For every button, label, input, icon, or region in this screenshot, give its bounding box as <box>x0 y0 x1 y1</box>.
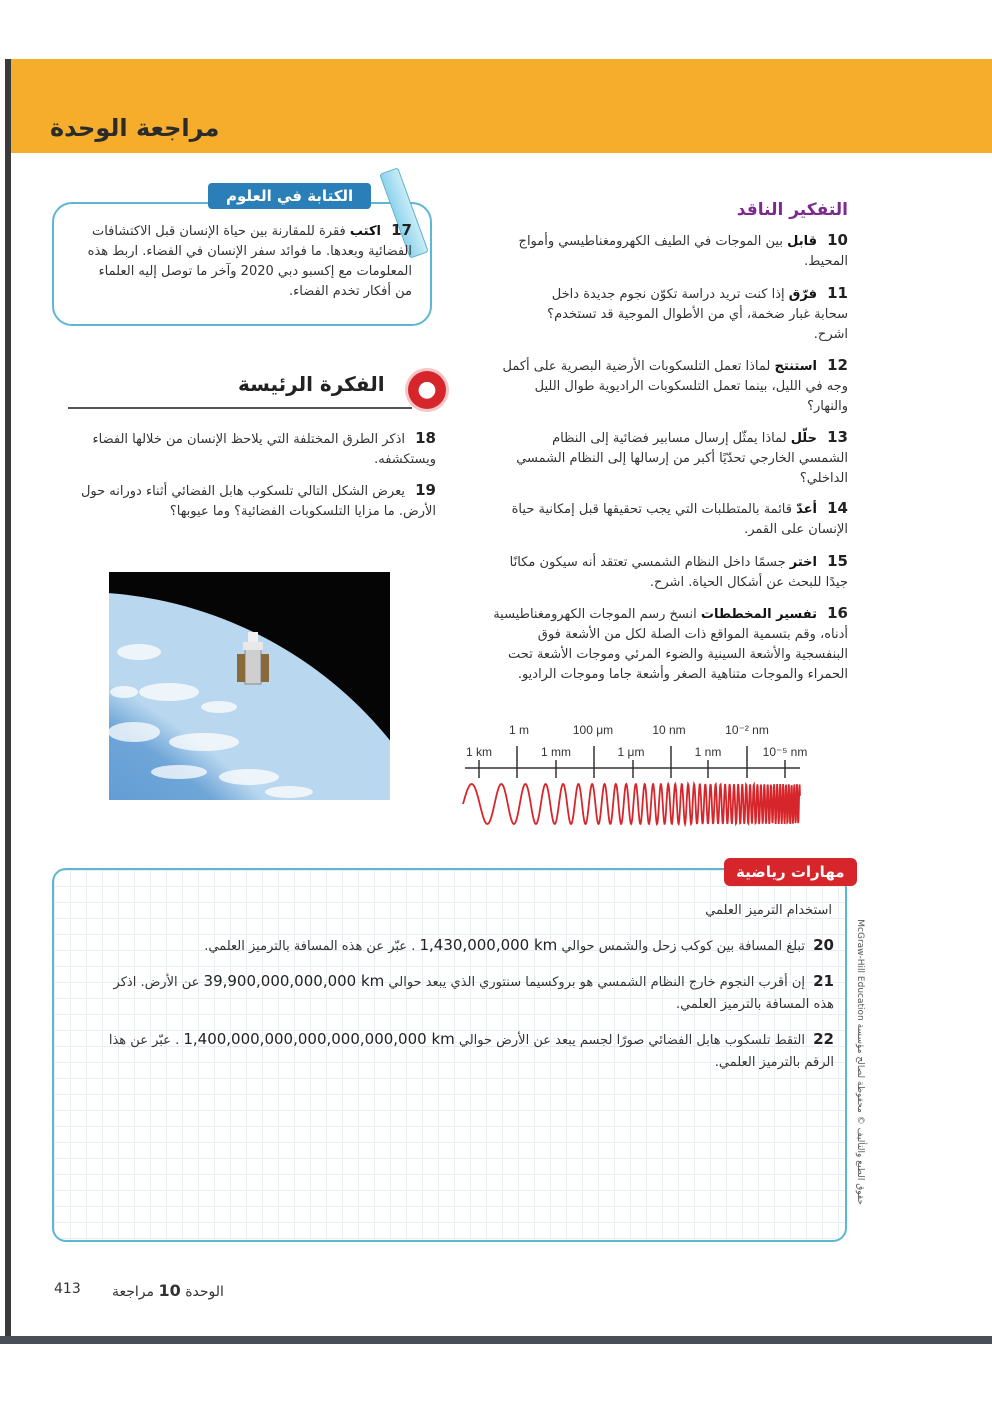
spectrum-top-label: 10⁻² nm <box>725 723 769 737</box>
question-10: 10 قابل بين الموجات في الطيف الكهرومغناطيسي وأمواج المحيط. <box>518 231 848 269</box>
big-idea-heading: الفكرة الرئيسة <box>238 372 385 396</box>
copyright-side-text: حقوق الطبع والتأليف © محفوظة لصالح مؤسسة McGraw-Hill Education <box>855 919 865 1205</box>
spectrum-bottom-label: 10⁻⁵ nm <box>762 745 808 759</box>
spectrum-top-label: 100 μm <box>572 723 614 737</box>
footer-unit-review: الوحدة 10 مراجعة <box>112 1281 224 1300</box>
hubble-telescope-photo <box>109 572 390 800</box>
question-11: 11 فرّق إذا كنت تريد دراسة تكوّن نجوم جديدة داخل سحابة غبار ضخمة، أي من الأطوال الموجية قد تستخدم؟ اشرح. <box>547 284 848 342</box>
question-12: 12 استنتج لماذا تعمل التلسكوبات الأرضية البصرية على أكمل وجه في الليل، بينما تعمل التلسكوبات الراديوية طوال الليل والنهار؟ <box>502 356 848 414</box>
question-16: 16 تفسير المخططات انسخ رسم الموجات الكهرومغناطيسية أدناه، وقم بتسمية المواقع ذات الصلة لكل من الأشعة فوق البنفسجية والأشعة السينية والضوء المرئي وموجات الأشعة تحت الحمراء والموجات متناهية الصغر وأشعة جاما وموجات الراديو. <box>493 604 848 682</box>
big-idea-divider <box>68 407 412 409</box>
question-13: 13 حلّل لماذا يمثّل إرسال مسابير فضائية إلى النظام الشمسي الخارجي تحدّيًا أكبر من إرسالها إلى النظام الشمسي الداخلي؟ <box>516 428 848 486</box>
math-skills-tab: مهارات رياضية <box>724 858 857 886</box>
spectrum-bottom-label: 1 μm <box>617 745 645 759</box>
writing-in-science-tab: الكتابة في العلوم <box>208 183 371 209</box>
question-21: 21 إن أقرب النجوم خارج النظام الشمسي هو بروكسيما سنتوري الذي يبعد حوالي 39,900,000,000,000 km عن الأرض. اذكر هذه المسافة بالترميز العلمي. <box>113 972 834 1012</box>
spectrum-bottom-label: 1 mm <box>541 745 571 759</box>
page-edge <box>5 59 11 1336</box>
critical-thinking-heading: التفكير الناقد <box>736 200 848 220</box>
bottom-bar <box>0 1336 992 1344</box>
spectrum-top-label: 10 nm <box>652 723 686 737</box>
em-spectrum-diagram <box>455 718 815 833</box>
spectrum-top-label: 1 m <box>508 723 530 737</box>
question-22: 22 التقط تلسكوب هابل الفضائي صورًا لجسم يبعد عن الأرض حوالي 1,400,000,000,000,000,000,000 km . عبّر عن هذا الرقم بالترميز العلمي. <box>108 1030 834 1070</box>
question-15: 15 اختر جسمًا داخل النظام الشمسي تعتقد أنه سيكون مكانًا جيدًا للبحث عن أشكال الحياة. اشرح. <box>509 552 848 590</box>
question-19: 19 يعرض الشكل التالي تلسكوب هابل الفضائي أثناء دورانه حول الأرض. ما مزايا التلسكوبات الفضائية؟ وما عيوبها؟ <box>80 481 436 519</box>
page-number: 413 <box>54 1281 81 1297</box>
lightbulb-icon: ● <box>408 371 446 409</box>
question-14: 14 أعدّ قائمة بالمتطلبات التي يجب تحقيقها قبل إمكانية حياة الإنسان على القمر. <box>511 499 848 537</box>
question-20: 20 تبلغ المسافة بين كوكب زحل والشمس حوالي 1,430,000,000 km . عبّر عن هذه المسافة بالترميز العلمي. <box>204 936 834 954</box>
spectrum-bottom-label: 1 km <box>465 745 493 759</box>
question-17: 17 اكتب فقرة للمقارنة بين حياة الإنسان قبل الاكتشافات الفضائية وبعدها. ما فوائد سفر الإنسان في الفضاء. اربط هذه المعلومات مع إكسبو دبي 2020 وآخر ما توصل إليه العلماء من أفكار تخدم الفضاء. <box>87 221 412 299</box>
earth-image <box>109 572 390 800</box>
question-18: 18 اذكر الطرق المختلفة التي يلاحظ الإنسان من خلالها الفضاء ويستكشفه. <box>92 429 436 467</box>
spectrum-wave <box>463 784 800 824</box>
page-title: مراجعة الوحدة <box>50 114 220 142</box>
spectrum-bottom-label: 1 nm <box>694 745 722 759</box>
math-subtitle: استخدام الترميز العلمي <box>705 903 832 918</box>
